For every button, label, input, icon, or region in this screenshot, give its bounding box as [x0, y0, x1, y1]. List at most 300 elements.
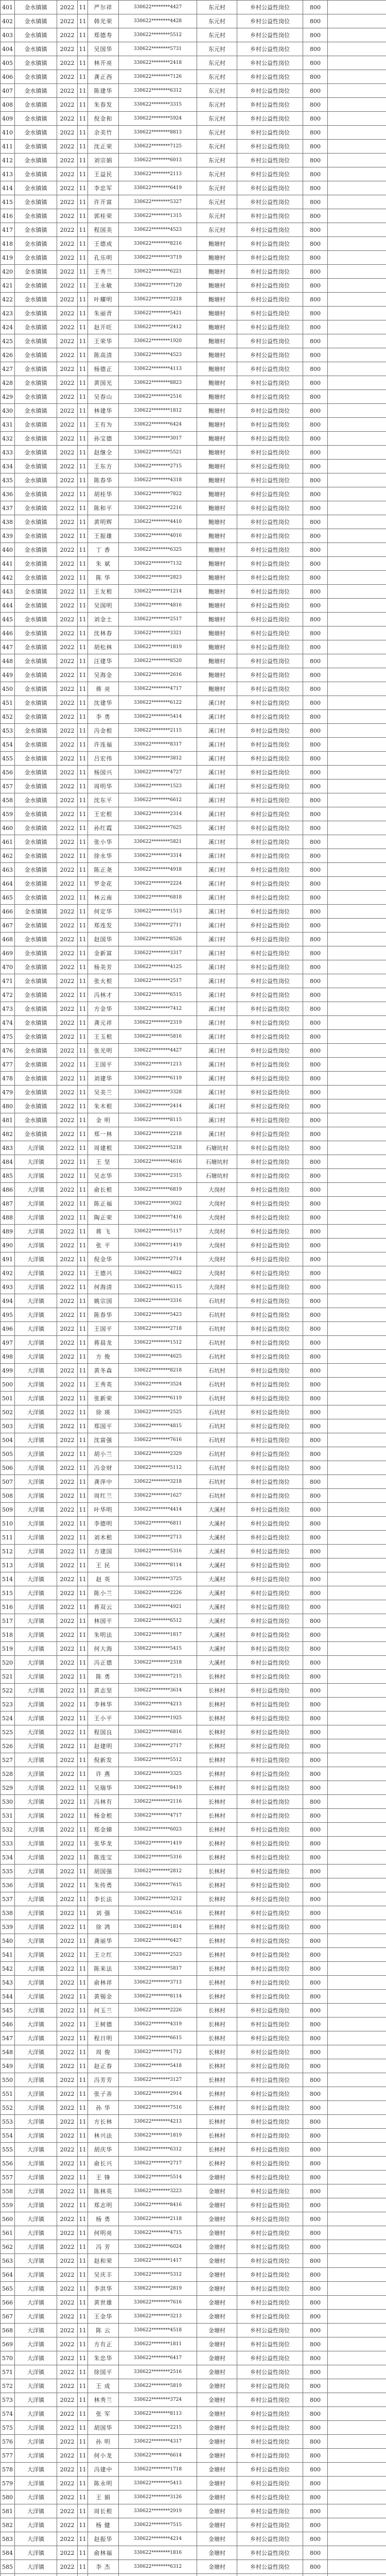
table-row: [1, 793, 386, 807]
year-cell: 2022: [57, 460, 78, 473]
note-cell: [328, 1711, 386, 1725]
id-cell: 330622********3713: [119, 1976, 197, 1990]
year-cell: 2022: [57, 2463, 78, 2477]
amount-cell: 800: [303, 209, 328, 223]
year-cell: 2022: [57, 710, 78, 724]
post-cell: 乡村公益性岗位: [237, 946, 303, 960]
post-cell: 乡村公益性岗位: [237, 1266, 303, 1280]
village-cell: 鲍塘村: [197, 251, 237, 265]
seq-cell: 583: [1, 2532, 15, 2546]
town-cell: 金水镇镇: [15, 960, 57, 974]
table-row: [1, 2532, 386, 2546]
amount-cell: 800: [303, 1294, 328, 1308]
seq-cell: 439: [1, 529, 15, 543]
id-cell: 330622********2525: [119, 1405, 197, 1419]
year-cell: 2022: [57, 1767, 78, 1781]
id-cell: 330622********1213: [119, 1058, 197, 1072]
amount-cell: 800: [303, 1614, 328, 1628]
note-cell: [328, 1419, 386, 1433]
id-cell: 330622********3213: [119, 2310, 197, 2324]
id-cell: 330622********4816: [119, 599, 197, 613]
note-cell: [328, 877, 386, 891]
seq-cell: 556: [1, 2157, 15, 2171]
town-cell: 金水镇镇: [15, 251, 57, 265]
name-cell: 王国平: [88, 1058, 119, 1072]
name-cell: 王东方: [88, 460, 119, 473]
note-cell: [328, 1183, 386, 1197]
village-cell: 长林村: [197, 1976, 237, 1990]
name-cell: 陈小兰: [88, 1586, 119, 1600]
month-cell: 11: [78, 1475, 88, 1489]
table-row: [1, 2324, 386, 2337]
amount-cell: 800: [303, 265, 328, 279]
seq-cell: [1, 2574, 15, 2576]
post-cell: 乡村公益性岗位: [237, 1225, 303, 1239]
year-cell: 2022: [57, 98, 78, 112]
post-cell: 乡村公益性岗位: [237, 1350, 303, 1364]
year-cell: 2022: [57, 2157, 78, 2171]
note-cell: [328, 793, 386, 807]
amount-cell: 800: [303, 2518, 328, 2532]
amount-cell: 800: [303, 2004, 328, 2018]
month-cell: 11: [78, 891, 88, 905]
amount-cell: 800: [303, 1711, 328, 1725]
village-cell: 鲍塘村: [197, 432, 237, 446]
amount-cell: 800: [303, 1865, 328, 1878]
note-cell: [328, 1266, 386, 1280]
seq-cell: 448: [1, 654, 15, 668]
post-cell: 乡村公益性岗位: [237, 56, 303, 70]
year-cell: 2022: [57, 1920, 78, 1934]
table-row: [1, 2421, 386, 2435]
table-row: [1, 974, 386, 988]
village-cell: 鲍塘村: [197, 571, 237, 585]
name-cell: 杨 勇: [88, 2212, 119, 2226]
name-cell: 沈建华: [88, 696, 119, 710]
amount-cell: 800: [303, 279, 328, 293]
year-cell: 2022: [57, 1280, 78, 1294]
month-cell: 11: [78, 919, 88, 933]
name-cell: 金新富: [88, 946, 119, 960]
month-cell: 11: [78, 863, 88, 877]
amount-cell: 800: [303, 2073, 328, 2087]
note-cell: [328, 1795, 386, 1809]
seq-cell: 491: [1, 1252, 15, 1266]
id-cell: 330622********5817: [119, 1962, 197, 1976]
name-cell: 吴美兰: [88, 1086, 119, 1099]
amount-cell: 800: [303, 1405, 328, 1419]
month-cell: 11: [78, 237, 88, 251]
town-cell: 大洋镇: [15, 1962, 57, 1976]
village-cell: 长林村: [197, 2073, 237, 2087]
village-cell: 鲍塘村: [197, 640, 237, 654]
table-row: [1, 1475, 386, 1489]
seq-cell: 435: [1, 473, 15, 487]
id-cell: [119, 2574, 197, 2576]
village-cell: 长林村: [197, 2018, 237, 2031]
town-cell: 金水镇镇: [15, 668, 57, 682]
year-cell: 2022: [57, 2018, 78, 2031]
amount-cell: 800: [303, 1906, 328, 1920]
year-cell: 2022: [57, 682, 78, 696]
amount-cell: 800: [303, 891, 328, 905]
town-cell: 金水镇镇: [15, 529, 57, 543]
table-row: [1, 1503, 386, 1517]
month-cell: 11: [78, 1127, 88, 1141]
name-cell: 姚宗国: [88, 1294, 119, 1308]
note-cell: [328, 654, 386, 668]
post-cell: 乡村公益性岗位: [237, 2463, 303, 2477]
year-cell: 2022: [57, 1934, 78, 1948]
id-cell: 330622********2224: [119, 877, 197, 891]
id-cell: 330622********1718: [119, 2463, 197, 2477]
name-cell: 黄世雄: [88, 2296, 119, 2310]
table-row: [1, 1461, 386, 1475]
year-cell: 2022: [57, 1489, 78, 1503]
id-cell: 330622********8218: [119, 1364, 197, 1378]
note-cell: [328, 2115, 386, 2129]
note-cell: [328, 682, 386, 696]
table-row: [1, 640, 386, 654]
village-cell: 鲍塘村: [197, 460, 237, 473]
town-cell: 大洋镇: [15, 2324, 57, 2337]
post-cell: 乡村公益性岗位: [237, 1447, 303, 1461]
town-cell: 金水镇镇: [15, 1113, 57, 1127]
year-cell: 2022: [57, 1099, 78, 1113]
name-cell: 俞林祥: [88, 1976, 119, 1990]
month-cell: 11: [78, 293, 88, 307]
name-cell: 杨美芳: [88, 960, 119, 974]
table-row: [1, 1934, 386, 1948]
month-cell: 11: [78, 1781, 88, 1795]
table-row: [1, 1225, 386, 1239]
amount-cell: 800: [303, 849, 328, 863]
month-cell: 11: [78, 2226, 88, 2240]
amount-cell: 800: [303, 251, 328, 265]
amount-cell: 800: [303, 2045, 328, 2059]
year-cell: 2022: [57, 446, 78, 460]
id-cell: 330622********5521: [119, 446, 197, 460]
village-cell: 鲍塘村: [197, 237, 237, 251]
note-cell: [328, 1920, 386, 1934]
id-cell: 330622********6312: [119, 2560, 197, 2574]
post-cell: 乡村公益性岗位: [237, 28, 303, 42]
table-row: [1, 1211, 386, 1225]
amount-cell: 800: [303, 974, 328, 988]
note-cell: [328, 1447, 386, 1461]
seq-cell: 487: [1, 1197, 15, 1211]
name-cell: 王友根: [88, 585, 119, 599]
table-row: [1, 1739, 386, 1753]
id-cell: 330622********5821: [119, 835, 197, 849]
post-cell: 乡村公益性岗位: [237, 821, 303, 835]
table-row: [1, 1113, 386, 1127]
note-cell: [328, 1892, 386, 1906]
note-cell: [328, 1990, 386, 2004]
year-cell: 2022: [57, 1795, 78, 1809]
table-row: [1, 1489, 386, 1503]
name-cell: 陈春华: [88, 1308, 119, 1322]
name-cell: 吴国华: [88, 42, 119, 56]
town-cell: 金水镇镇: [15, 376, 57, 390]
table-row: [1, 1948, 386, 1962]
name-cell: 孙宝德: [88, 432, 119, 446]
note-cell: [328, 1072, 386, 1086]
seq-cell: 529: [1, 1781, 15, 1795]
town-cell: 金水镇镇: [15, 585, 57, 599]
name-cell: 陈连宝: [88, 1851, 119, 1865]
post-cell: 乡村公益性岗位: [237, 1586, 303, 1600]
month-cell: 11: [78, 2059, 88, 2073]
amount-cell: 800: [303, 126, 328, 140]
table-row: [1, 2449, 386, 2463]
note-cell: [328, 293, 386, 307]
id-cell: 330622********1712: [119, 2045, 197, 2059]
post-cell: 乡村公益性岗位: [237, 2184, 303, 2198]
amount-cell: 800: [303, 2143, 328, 2157]
id-cell: 330622********2717: [119, 1739, 197, 1753]
month-cell: 11: [78, 1684, 88, 1698]
month-cell: 11: [78, 2254, 88, 2268]
post-cell: 乡村公益性岗位: [237, 2129, 303, 2143]
table-row: [1, 1558, 386, 1572]
amount-cell: 800: [303, 2212, 328, 2226]
year-cell: 2022: [57, 1461, 78, 1475]
seq-cell: 466: [1, 905, 15, 919]
year-cell: 2022: [57, 1684, 78, 1698]
name-cell: 胡松林: [88, 640, 119, 654]
town-cell: 金水镇镇: [15, 974, 57, 988]
seq-cell: 506: [1, 1461, 15, 1475]
amount-cell: 800: [303, 793, 328, 807]
village-cell: 大溪村: [197, 1586, 237, 1600]
note-cell: [328, 195, 386, 209]
town-cell: 大洋镇: [15, 1141, 57, 1155]
town-cell: 大洋镇: [15, 1266, 57, 1280]
village-cell: 鲍塘村: [197, 320, 237, 334]
year-cell: 2022: [57, 1197, 78, 1211]
amount-cell: 800: [303, 1183, 328, 1197]
amount-cell: 800: [303, 348, 328, 362]
town-cell: 金水镇镇: [15, 766, 57, 779]
seq-cell: 481: [1, 1113, 15, 1127]
month-cell: 11: [78, 42, 88, 56]
post-cell: 乡村公益性岗位: [237, 1976, 303, 1990]
id-cell: 330622********4822: [119, 1266, 197, 1280]
id-cell: 330622********6115: [119, 1280, 197, 1294]
id-cell: 330622********5418: [119, 2059, 197, 2073]
town-cell: 金水镇镇: [15, 946, 57, 960]
amount-cell: 800: [303, 2310, 328, 2324]
amount-cell: 800: [303, 2059, 328, 2073]
month-cell: 11: [78, 2004, 88, 2018]
name-cell: 王玉根: [88, 1030, 119, 1044]
post-cell: 乡村公益性岗位: [237, 2171, 303, 2184]
year-cell: 2022: [57, 793, 78, 807]
amount-cell: 800: [303, 1461, 328, 1475]
seq-cell: 488: [1, 1211, 15, 1225]
seq-cell: 437: [1, 501, 15, 515]
village-cell: 长林村: [197, 1781, 237, 1795]
town-cell: 大洋镇: [15, 1642, 57, 1656]
year-cell: 2022: [57, 418, 78, 432]
id-cell: 330622********2516: [119, 390, 197, 404]
town-cell: 大洋镇: [15, 1628, 57, 1642]
post-cell: 乡村公益性岗位: [237, 320, 303, 334]
seq-cell: 542: [1, 1962, 15, 1976]
post-cell: 乡村公益性岗位: [237, 1336, 303, 1350]
name-cell: 陈建华: [88, 84, 119, 98]
amount-cell: 800: [303, 613, 328, 626]
name-cell: 叶耀明: [88, 293, 119, 307]
amount-cell: 800: [303, 2365, 328, 2379]
post-cell: 乡村公益性岗位: [237, 307, 303, 320]
post-cell: 乡村公益性岗位: [237, 2254, 303, 2268]
village-cell: 长林村: [197, 1851, 237, 1865]
name-cell: 李 勇: [88, 710, 119, 724]
name-cell: 刘 强: [88, 1906, 119, 1920]
post-cell: 乡村公益性岗位: [237, 2059, 303, 2073]
year-cell: 2022: [57, 2310, 78, 2324]
note-cell: [328, 1517, 386, 1531]
village-cell: 溪口村: [197, 1086, 237, 1099]
note-cell: [328, 1684, 386, 1698]
post-cell: 乡村公益性岗位: [237, 1767, 303, 1781]
post-cell: 乡村公益性岗位: [237, 738, 303, 752]
table-row: [1, 682, 386, 696]
month-cell: 11: [78, 307, 88, 320]
year-cell: 2022: [57, 640, 78, 654]
table-row: [1, 265, 386, 279]
id-cell: 330622********5413: [119, 2477, 197, 2490]
id-cell: 330622********4428: [119, 14, 197, 28]
seq-cell: 403: [1, 28, 15, 42]
note-cell: [328, 362, 386, 376]
seq-cell: 484: [1, 1155, 15, 1169]
town-cell: 大洋镇: [15, 2143, 57, 2157]
village-cell: 大岗村: [197, 1211, 237, 1225]
month-cell: 11: [78, 473, 88, 487]
post-cell: 乡村公益性岗位: [237, 2518, 303, 2532]
id-cell: 330622********4213: [119, 2115, 197, 2129]
town-cell: 大洋镇: [15, 1851, 57, 1865]
post-cell: 乡村公益性岗位: [237, 112, 303, 126]
town-cell: 大洋镇: [15, 1684, 57, 1698]
post-cell: 乡村公益性岗位: [237, 1670, 303, 1684]
id-cell: 330622********4727: [119, 766, 197, 779]
town-cell: 大洋镇: [15, 1447, 57, 1461]
note-cell: [328, 1976, 386, 1990]
post-cell: 乡村公益性岗位: [237, 599, 303, 613]
seq-cell: 535: [1, 1865, 15, 1878]
amount-cell: 800: [303, 1378, 328, 1392]
town-cell: 金水镇镇: [15, 1072, 57, 1086]
post-cell: 乡村公益性岗位: [237, 2490, 303, 2504]
table-row: [1, 1656, 386, 1670]
note-cell: [328, 2518, 386, 2532]
amount-cell: 800: [303, 585, 328, 599]
table-row: [1, 2282, 386, 2296]
town-cell: 大洋镇: [15, 1475, 57, 1489]
id-cell: 330622********1816: [119, 2546, 197, 2560]
seq-cell: 451: [1, 696, 15, 710]
table-row: [1, 2463, 386, 2477]
table-row: [1, 1447, 386, 1461]
id-cell: 330622********3316: [119, 1294, 197, 1308]
id-cell: 330622********4921: [119, 1600, 197, 1614]
name-cell: 方有正: [88, 2337, 119, 2351]
month-cell: 11: [78, 2157, 88, 2171]
seq-cell: 582: [1, 2518, 15, 2532]
seq-cell: 498: [1, 1350, 15, 1364]
village-cell: 长林村: [197, 2157, 237, 2171]
month-cell: 11: [78, 2282, 88, 2296]
year-cell: 2022: [57, 1558, 78, 1572]
amount-cell: 800: [303, 446, 328, 460]
post-cell: 乡村公益性岗位: [237, 2449, 303, 2463]
seq-cell: 516: [1, 1600, 15, 1614]
town-cell: 大洋镇: [15, 1419, 57, 1433]
village-cell: 大岗村: [197, 1239, 237, 1252]
post-cell: 乡村公益性岗位: [237, 585, 303, 599]
table-row: [1, 1642, 386, 1656]
town-cell: 大洋镇: [15, 2129, 57, 2143]
year-cell: 2022: [57, 42, 78, 56]
note-cell: [328, 696, 386, 710]
town-cell: 金水镇镇: [15, 404, 57, 418]
month-cell: 11: [78, 265, 88, 279]
seq-cell: 402: [1, 14, 15, 28]
village-cell: 长林村: [197, 1906, 237, 1920]
name-cell: 林建华: [88, 404, 119, 418]
village-cell: 东元村: [197, 195, 237, 209]
village-cell: 溪口村: [197, 1072, 237, 1086]
name-cell: 倪金华: [88, 1252, 119, 1266]
post-cell: 乡村公益性岗位: [237, 1809, 303, 1823]
name-cell: 许连福: [88, 738, 119, 752]
name-cell: 赵振华: [88, 2532, 119, 2546]
name-cell: 蒋晨龙: [88, 1336, 119, 1350]
month-cell: 11: [78, 376, 88, 390]
table-row: [1, 654, 386, 668]
table-row: [1, 1099, 386, 1113]
village-cell: 鲍塘村: [197, 265, 237, 279]
month-cell: 11: [78, 1086, 88, 1099]
village-cell: 大岗村: [197, 1252, 237, 1266]
note-cell: [328, 14, 386, 28]
year-cell: 2022: [57, 849, 78, 863]
post-cell: 乡村公益性岗位: [237, 2073, 303, 2087]
town-cell: 金水镇镇: [15, 877, 57, 891]
year-cell: 2022: [57, 1127, 78, 1141]
amount-cell: 800: [303, 1795, 328, 1809]
month-cell: 11: [78, 1058, 88, 1072]
name-cell: 陈正尧: [88, 863, 119, 877]
post-cell: 乡村公益性岗位: [237, 1753, 303, 1767]
seq-cell: 578: [1, 2463, 15, 2477]
post-cell: 乡村公益性岗位: [237, 181, 303, 195]
note-cell: [328, 2254, 386, 2268]
note-cell: [328, 376, 386, 390]
table-row: [1, 2518, 386, 2532]
village-cell: 金塘村: [197, 2184, 237, 2198]
table-row: [1, 2407, 386, 2421]
note-cell: [328, 668, 386, 682]
id-cell: 330622********2715: [119, 460, 197, 473]
amount-cell: 800: [303, 2115, 328, 2129]
id-cell: 330622********1512: [119, 1336, 197, 1350]
note-cell: [328, 404, 386, 418]
